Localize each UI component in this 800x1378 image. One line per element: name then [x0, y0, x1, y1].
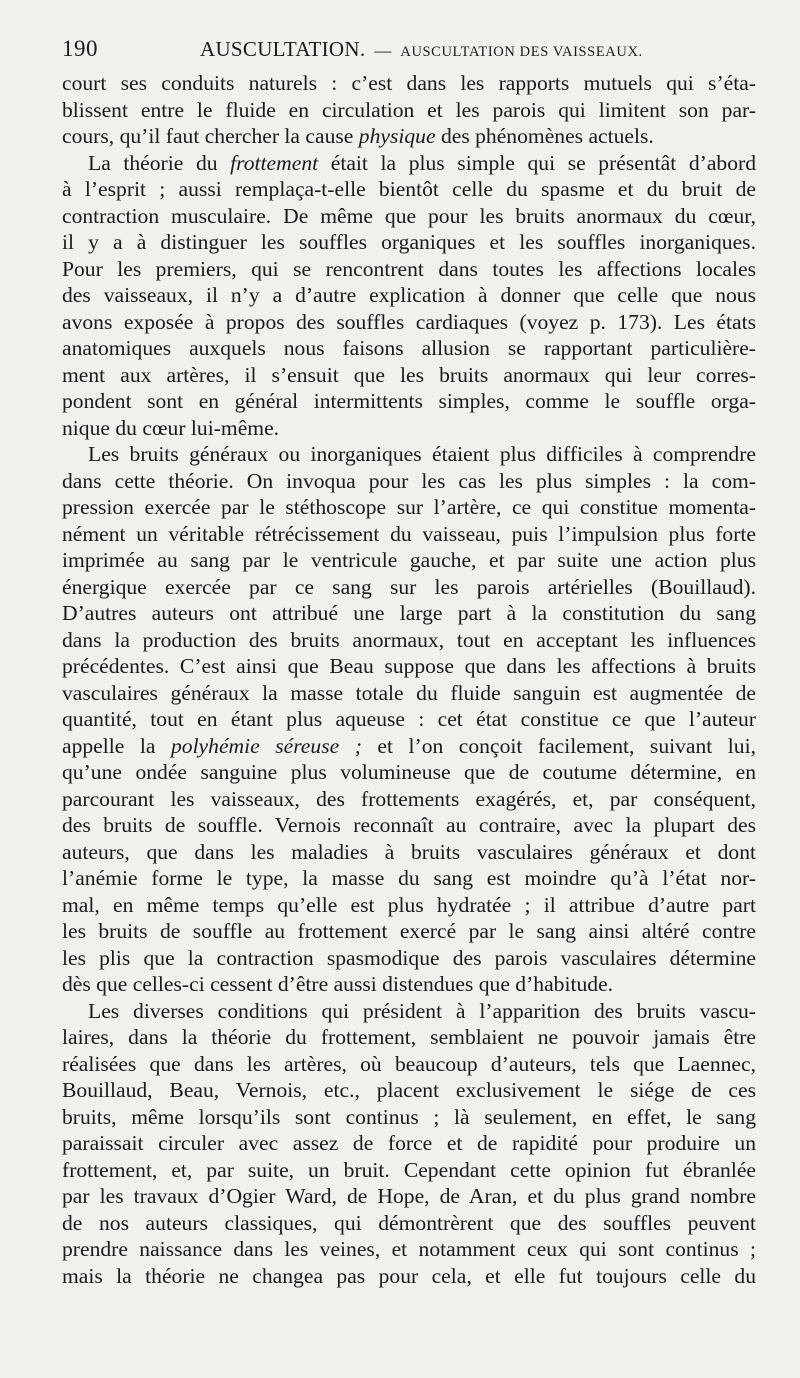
text-run: imprimée au sang par le ventricule gauche, et par suite une action plus: [62, 548, 756, 572]
text-line: [62, 335, 756, 362]
text-line: [62, 309, 756, 336]
text-run: à l’esprit ; aussi remplaça-t-elle bientôt celle du spasme et du bruit de: [62, 177, 756, 201]
paragraph: [62, 441, 756, 998]
text-run: dans la production des bruits anormaux, tout en acceptant les influences: [62, 627, 756, 652]
text-run: il y a à distinguer les souffles organiques et les souffles inorganiques.: [62, 230, 756, 254]
text-line: [62, 1263, 756, 1290]
text-line: [62, 441, 756, 468]
running-title-sub: AUSCULTATION DES VAISSEAUX.: [400, 44, 643, 60]
text-line: [62, 1183, 756, 1210]
text-line: [62, 1024, 756, 1051]
text-run: des vaisseaux, il n’y a d’autre explication à donner que celle que nous: [62, 283, 756, 307]
text-run: Pour les premiers, qui se rencontrent dans toutes les affections locales: [62, 256, 756, 281]
text-run: nément un véritable rétrécissement du vaisseau, puis l’impulsion plus forte: [62, 521, 756, 546]
text-line: [62, 918, 756, 945]
text-run: réalisées que dans les artères, où beaucoup d’auteurs, tels que Laennec,: [62, 1051, 756, 1076]
text-run: Les bruits généraux ou inorganiques étaient plus difficiles à comprendre: [88, 442, 756, 466]
text-run: D’autres auteurs ont attribué une large part à la constitution du sang: [62, 601, 756, 625]
text-line: [62, 468, 756, 495]
text-run: ment aux artères, il s’ensuit que les bruits anormaux qui leur corres-: [62, 362, 756, 387]
running-title-dash: —: [374, 41, 392, 60]
text-run: court ses conduits naturels : c’est dans les rapports mutuels qui s’éta-: [62, 71, 756, 95]
text-line: [62, 759, 756, 786]
text-run: anatomiques auxquels nous faisons allusion se rapportant particulière-: [62, 336, 756, 360]
text-line: [62, 627, 756, 654]
text-line: [62, 600, 756, 627]
paragraph: [62, 70, 756, 150]
text-line: [62, 1077, 756, 1104]
paragraph: [62, 150, 756, 442]
text-run: les bruits de souffle au frottement exercé par le sang ainsi altéré contre: [62, 919, 756, 943]
text-run: par les travaux d’Ogier Ward, de Hope, de Aran, et du plus grand nombre: [62, 1184, 756, 1208]
text-run: mal, en même temps qu’elle est plus hydratée ; il attribue d’autre part: [62, 892, 756, 917]
text-run: dans cette théorie. On invoqua pour les cas les plus simples : la com-: [62, 468, 756, 493]
text-line: [62, 547, 756, 574]
text-run: prendre naissance dans les veines, et notamment ceux qui sont continus ;: [62, 1237, 756, 1261]
text-line: [62, 415, 756, 442]
text-line: [62, 865, 756, 892]
italic-text: frottement: [230, 150, 319, 175]
text-run: cours, qu’il faut chercher la cause: [62, 124, 359, 148]
text-line: [62, 70, 756, 97]
text-run: La théorie du: [88, 150, 231, 175]
text-line: [62, 123, 756, 150]
text-line: [62, 1157, 756, 1184]
text-line: [62, 388, 756, 415]
text-line: [62, 97, 756, 124]
text-run: bruits, même lorsqu’ils sont continus ; là seulement, en effet, le sang: [62, 1104, 756, 1129]
text-run: parcourant les vaisseaux, des frottements exagérés, et, par conséquent,: [62, 786, 756, 811]
italic-text: physique: [358, 124, 436, 148]
text-run: de nos auteurs classiques, qui démontrèrent que des souffles peuvent: [62, 1210, 756, 1235]
italic-text: polyhémie séreuse ;: [170, 733, 362, 758]
text-line: [62, 1130, 756, 1157]
text-line: [62, 706, 756, 733]
text-run: précédentes. C’est ainsi que Beau suppose que dans les affections à bruits: [62, 654, 756, 678]
text-line: [62, 229, 756, 256]
text-run: auteurs, que dans les maladies à bruits vasculaires généraux et dont: [62, 839, 756, 864]
text-run: appelle la: [62, 733, 171, 758]
text-run: pression exercée par le stéthoscope sur l’artère, ce qui constitue momenta-: [62, 495, 756, 519]
text-run: des phénomènes actuels.: [435, 124, 654, 148]
text-line: [62, 892, 756, 919]
text-run: pondent sont en général intermittents simples, comme le souffle orga-: [62, 389, 756, 413]
text-run: l’anémie forme le type, la masse du sang est moindre qu’à l’état nor-: [62, 866, 756, 890]
text-run: Bouillaud, Beau, Vernois, etc., placent exclusivement le siége de ces: [62, 1078, 756, 1102]
paragraph: [62, 998, 756, 1290]
page-number: 190: [62, 36, 98, 61]
running-header: [62, 32, 756, 66]
text-line: [62, 1236, 756, 1263]
text-run: contraction musculaire. De même que pour les bruits anormaux du cœur,: [62, 203, 756, 228]
text-line: [62, 574, 756, 601]
text-run: mais la théorie ne changea pas pour cela, et elle fut toujours celle du: [62, 1263, 756, 1288]
text-line: [62, 839, 756, 866]
text-run: des bruits de souffle. Vernois reconnaît au contraire, avec la plupart des: [62, 813, 756, 837]
text-run: énergique exercée par ce sang sur les parois artérielles (Bouillaud).: [62, 574, 756, 599]
text-line: [62, 1210, 756, 1237]
text-run: avons exposée à propos des souffles cardiaques (voyez p. 173). Les états: [62, 309, 756, 334]
text-line: [62, 786, 756, 813]
text-line: [62, 521, 756, 548]
text-line: [62, 176, 756, 203]
text-line: [62, 150, 756, 177]
text-line: [62, 1051, 756, 1078]
text-run: Les diverses conditions qui président à l’apparition des bruits vascu-: [88, 998, 756, 1023]
text-run: les plis que la contraction spasmodique des parois vasculaires détermine: [62, 945, 756, 970]
text-line: [62, 733, 756, 760]
text-run: dès que celles-ci cessent d’être aussi distendues que d’habitude.: [62, 972, 614, 996]
text-line: [62, 494, 756, 521]
text-line: [62, 282, 756, 309]
body-text: [62, 70, 756, 1289]
running-title-main: AUSCULTATION.: [200, 37, 366, 61]
text-run: qu’une ondée sanguine plus volumineuse que de coutume détermine, en: [62, 760, 756, 784]
text-line: [62, 256, 756, 283]
text-line: [62, 362, 756, 389]
text-run: nique du cœur lui-même.: [62, 415, 280, 440]
text-run: paraissait circuler avec assez de force et de rapidité pour produire un: [62, 1131, 756, 1155]
text-run: et l’on conçoit facilement, suivant lui,: [361, 733, 756, 758]
text-line: [62, 1104, 756, 1131]
text-run: frottement, et, par suite, un bruit. Cependant cette opinion fut ébranlée: [62, 1157, 756, 1182]
text-run: blissent entre le fluide en circulation et les parois qui limitent son par-: [62, 97, 756, 122]
text-run: était la plus simple qui se présentât d’abord: [318, 150, 756, 175]
text-line: [62, 971, 756, 998]
running-title: [200, 32, 643, 69]
text-run: quantité, tout en étant plus aqueuse : cet état constitue ce que l’auteur: [62, 707, 756, 731]
text-line: [62, 203, 756, 230]
text-line: [62, 998, 756, 1025]
text-line: [62, 945, 756, 972]
text-line: [62, 653, 756, 680]
text-run: laires, dans la théorie du frottement, semblaient ne pouvoir jamais être: [62, 1025, 756, 1049]
text-run: vasculaires généraux la masse totale du fluide sanguin est augmentée de: [62, 680, 756, 705]
text-line: [62, 680, 756, 707]
text-line: [62, 812, 756, 839]
